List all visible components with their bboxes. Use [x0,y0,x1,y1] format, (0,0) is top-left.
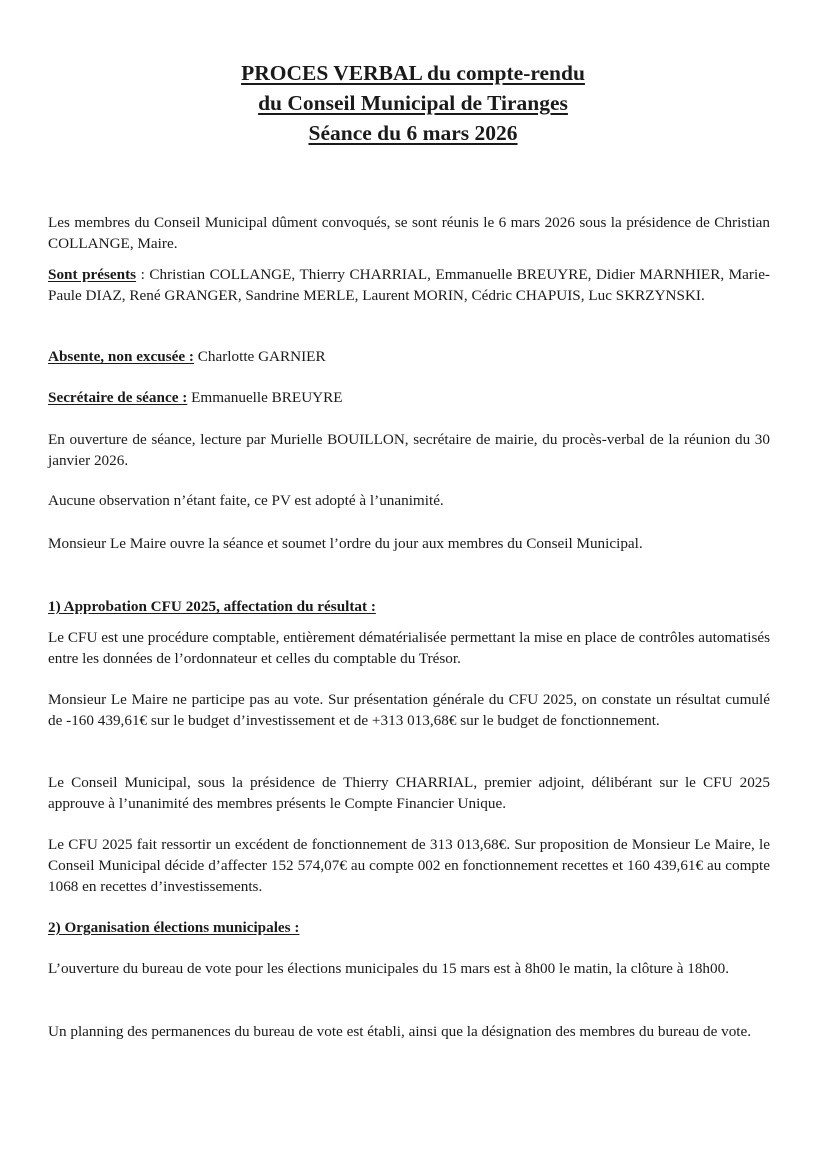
absent-label: Absente, non excusée : [48,348,194,365]
section-2-paragraph-1: L’ouverture du bureau de vote pour les élections municipales du 15 mars est à 8h00 le matin, la clôture à 18h00. [48,960,729,977]
title-line-2: du Conseil Municipal de Tiranges [258,91,568,115]
document-title [0,58,826,148]
title-line-3: Séance du 6 mars 2026 [308,121,518,145]
absent-name: Charlotte GARNIER [193,348,326,365]
presents-paragraph [48,264,770,306]
presents-list: Christian COLLANGE, Thierry CHARRIAL, Emmanuelle BREUYRE, Didier MARNHIER, Marie-Paule DIAZ, René GRANGER, Sandrine MERLE, Laurent MORIN, Cédric CHAPUIS, Luc SKRZYNSKI. [48,266,770,304]
ordre-du-jour-paragraph: Monsieur Le Maire ouvre la séance et soumet l’ordre du jour aux membres du Conseil Municipal. [48,535,643,552]
observation-paragraph: Aucune observation n’étant faite, ce PV est adopté à l’unanimité. [48,492,444,509]
section-2-paragraph-2: Un planning des permanences du bureau de vote est établi, ainsi que la désignation des membres du bureau de vote. [48,1023,752,1040]
convocation-paragraph: Les membres du Conseil Municipal dûment convoqués, se sont réunis le 6 mars 2026 sous la présidence de Christian COLLANGE, Maire. [48,214,770,252]
section-1-paragraph-2: Monsieur Le Maire ne participe pas au vote. Sur présentation générale du CFU 2025, on constate un résultat cumulé de -160 439,61€ sur le budget d’investissement et de +313 013,68€ sur le budget de fonctionnement. [48,691,770,729]
presents-label: Sont présents [48,266,137,283]
absent-paragraph [48,346,770,367]
section-1-paragraph-3: Le Conseil Municipal, sous la présidence de Thierry CHARRIAL, premier adjoint, délibérant sur le CFU 2025 approuve à l’unanimité des membres présents le Compte Financier Unique. [48,774,770,812]
section-1-heading: 1) Approbation CFU 2025, affectation du résultat : [48,598,376,615]
section-1-paragraph-4: Le CFU 2025 fait ressortir un excédent de fonctionnement de 313 013,68€. Sur proposition de Monsieur Le Maire, le Conseil Municipal décide d’affecter 152 574,07€ au compte 002 en fonctionnement recettes et 160 439,61€ au compte 1068 en recettes d’investissements. [48,836,770,895]
title-line-1: PROCES VERBAL du compte-rendu [241,61,585,85]
section-1-paragraph-1: Le CFU est une procédure comptable, entièrement dématérialisée permettant la mise en place de contrôles automatisés entre les données de l’ordonnateur et celles du comptable du Trésor. [48,629,770,667]
ouverture-paragraph: En ouverture de séance, lecture par Murielle BOUILLON, secrétaire de mairie, du procès-verbal de la réunion du 30 janvier 2026. [48,431,770,469]
secretaire-paragraph [48,387,770,408]
presents-separator: : [136,266,150,283]
section-2-heading: 2) Organisation élections municipales : [48,919,300,936]
secretaire-label: Secrétaire de séance : [48,389,188,406]
secretaire-name: Emmanuelle BREUYRE [187,389,343,406]
